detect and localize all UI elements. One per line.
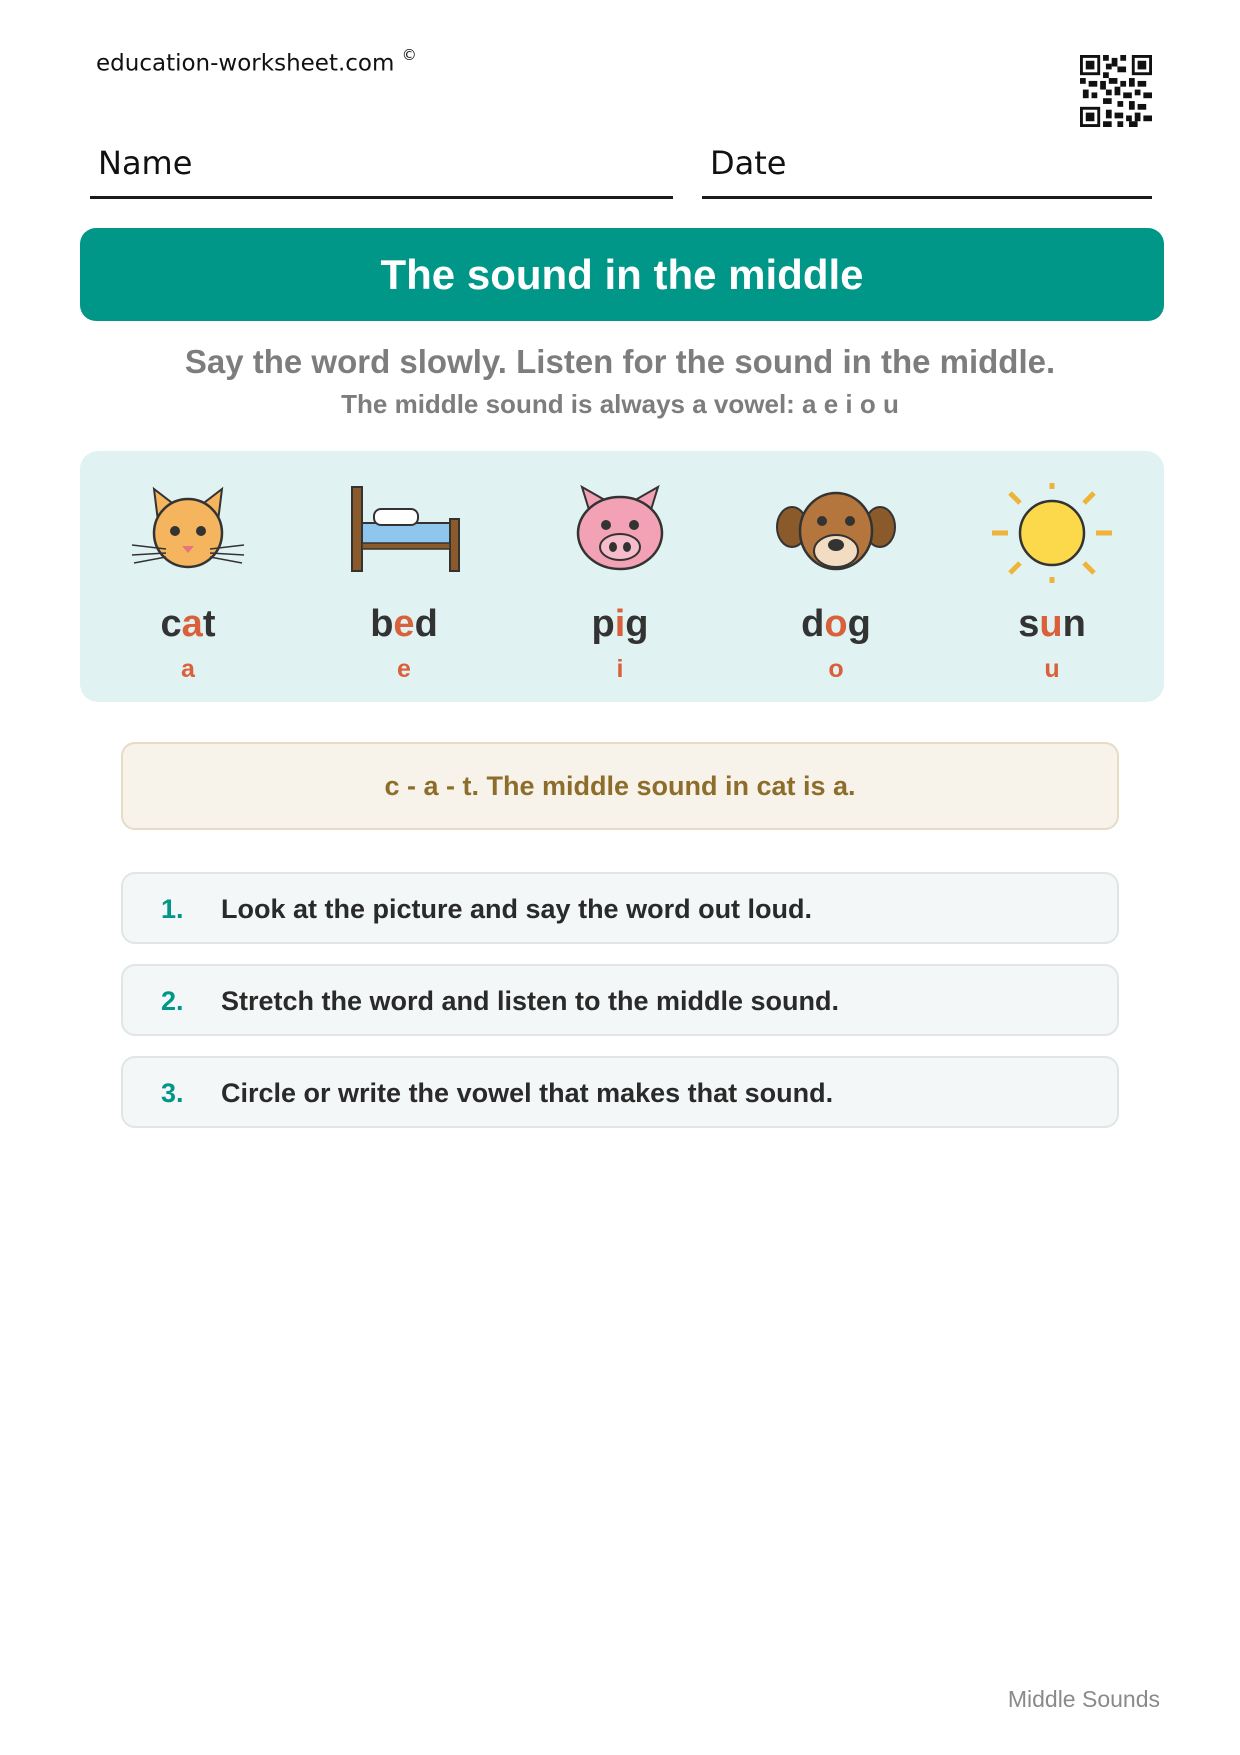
- word-sun: sun: [1018, 603, 1086, 645]
- vowel-label-cat: a: [181, 655, 195, 683]
- instruction-hint: The middle sound is always a vowel: a e i o u: [341, 389, 899, 419]
- word-bed: bed: [370, 603, 438, 645]
- qr-code-icon: [1080, 55, 1152, 127]
- sun-icon: [992, 483, 1112, 583]
- word-card-sun: [944, 451, 1160, 702]
- bed-icon: [344, 483, 464, 583]
- vowel-label-dog: o: [828, 655, 844, 683]
- vowel-label-bed: e: [397, 655, 411, 683]
- step-1: [121, 872, 1119, 944]
- vowel-label-pig: i: [616, 655, 624, 683]
- word-pig: pig: [591, 603, 649, 645]
- vowel-label-sun: u: [1044, 655, 1060, 683]
- copyright-symbol: ©: [401, 46, 417, 64]
- step-text: Circle or write the vowel that makes that sound.: [221, 1078, 834, 1108]
- site-name-text: education-worksheet.com: [96, 50, 395, 77]
- pig-icon: [560, 483, 680, 583]
- cat-icon: [128, 483, 248, 583]
- step-number: 2.: [161, 986, 184, 1016]
- page-title: The sound in the middle: [80, 228, 1164, 321]
- name-label: Name: [98, 144, 193, 182]
- site-name: [96, 48, 417, 77]
- word-card-pig: [512, 451, 728, 702]
- word-card-cat: [80, 451, 296, 702]
- example-box: c - a - t. The middle sound in cat is a.: [121, 742, 1119, 830]
- name-field[interactable]: [90, 140, 673, 199]
- footer-label: Middle Sounds: [1007, 1686, 1160, 1712]
- step-text: Look at the picture and say the word out loud.: [221, 894, 813, 924]
- step-number: 3.: [161, 1078, 184, 1108]
- word-cat: cat: [160, 603, 216, 645]
- word-card-dog: [728, 451, 944, 702]
- dog-icon: [776, 483, 896, 583]
- instruction-main: Say the word slowly. Listen for the sound in the middle.: [184, 343, 1056, 380]
- step-number: 1.: [161, 894, 184, 924]
- word-panel: [80, 451, 1164, 702]
- word-dog: dog: [801, 603, 871, 645]
- date-label: Date: [710, 144, 787, 182]
- step-text: Stretch the word and listen to the middle sound.: [221, 986, 840, 1016]
- word-card-bed: [296, 451, 512, 702]
- step-3: [121, 1056, 1119, 1128]
- date-field[interactable]: [702, 140, 1152, 199]
- step-2: [121, 964, 1119, 1036]
